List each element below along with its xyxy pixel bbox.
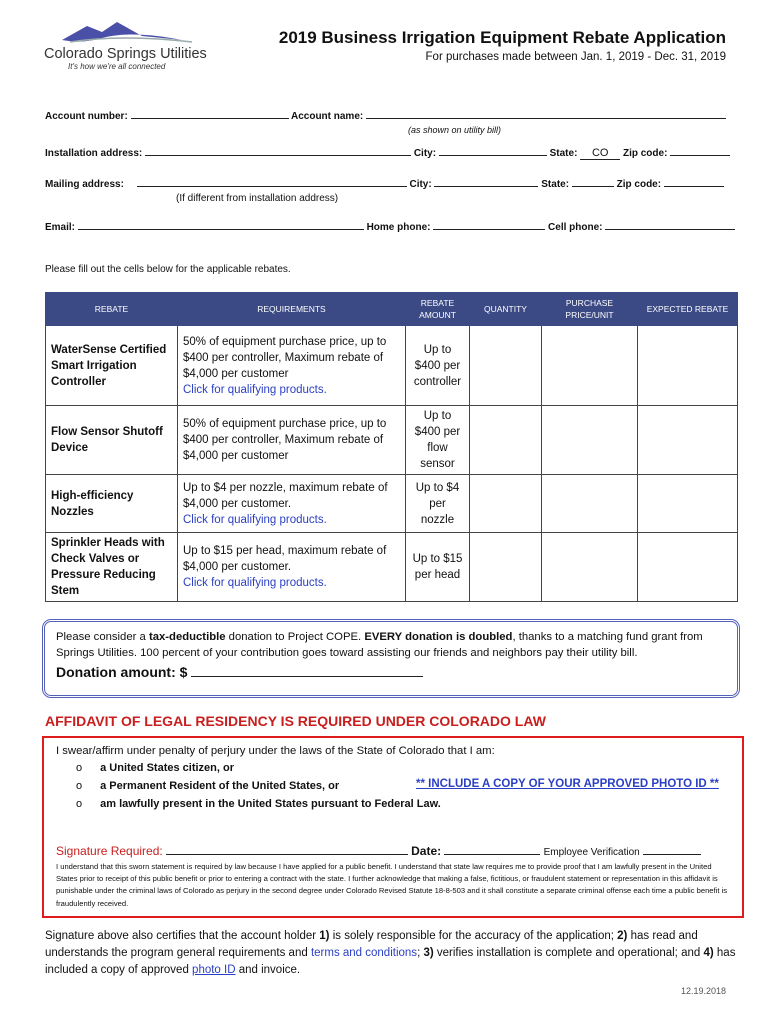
mailing-address-field[interactable] bbox=[137, 186, 407, 187]
rebate-name: Flow Sensor Shutoff Device bbox=[46, 406, 178, 475]
donation-text: donation to Project COPE. bbox=[225, 631, 365, 643]
doubled-text: EVERY donation is doubled bbox=[364, 631, 513, 643]
terms-and-conditions-link[interactable]: terms and conditions bbox=[310, 947, 418, 959]
cert-number: 2) bbox=[617, 930, 628, 942]
installation-address-label: Installation address: bbox=[45, 148, 143, 159]
date-field[interactable] bbox=[444, 854, 540, 855]
logo-tagline: It's how we're all connected bbox=[68, 62, 166, 71]
expected-rebate-cell[interactable] bbox=[638, 533, 738, 602]
email-field[interactable] bbox=[78, 229, 364, 230]
rebate-requirements bbox=[178, 326, 406, 406]
cell-phone-label: Cell phone: bbox=[548, 222, 603, 233]
home-phone-label: Home phone: bbox=[366, 222, 431, 233]
quantity-cell[interactable] bbox=[470, 406, 542, 475]
certification-text bbox=[45, 928, 737, 979]
cert-text: and invoice. bbox=[235, 964, 301, 976]
mailing-city-field[interactable] bbox=[434, 186, 538, 187]
contact-row bbox=[45, 222, 735, 233]
page-title: 2019 Business Irrigation Equipment Rebate Application bbox=[278, 28, 726, 47]
quantity-cell[interactable] bbox=[470, 533, 542, 602]
mailing-state-label: State: bbox=[541, 179, 570, 190]
option-label: a Permanent Resident of the United States, or bbox=[100, 780, 340, 792]
header-expected-rebate: EXPECTED REBATE bbox=[638, 293, 738, 326]
purchase-price-cell[interactable] bbox=[542, 533, 638, 602]
installation-zip-field[interactable] bbox=[670, 155, 730, 156]
signature-row: Signature Required: Date: Employee Verification bbox=[56, 844, 701, 858]
account-number-field[interactable] bbox=[131, 118, 289, 119]
donation-amount-label: Donation amount: $ bbox=[56, 664, 188, 680]
purchase-price-cell[interactable] bbox=[542, 406, 638, 475]
donation-text-line1 bbox=[56, 631, 703, 643]
cert-text: Signature above also certifies that the account holder bbox=[45, 930, 320, 942]
requirements-text: Up to $15 per head, maximum rebate of $4,000 per customer. bbox=[183, 545, 387, 573]
rebate-name: Sprinkler Heads with Check Valves or Pressure Reducing Stem bbox=[46, 533, 178, 602]
affidavit-intro: I swear/affirm under penalty of perjury under the laws of the State of Colorado that I am: bbox=[56, 745, 495, 757]
mailing-address-label: Mailing address: bbox=[45, 179, 124, 190]
bullet-icon: o bbox=[76, 762, 83, 774]
expected-rebate-cell[interactable] bbox=[638, 326, 738, 406]
donation-text: , thanks to a matching fund grant from bbox=[512, 631, 703, 643]
rebate-amount: Up to $400 per controller bbox=[406, 326, 470, 406]
header-rebate: REBATE bbox=[46, 293, 178, 326]
instructions: Please fill out the cells below for the applicable rebates. bbox=[45, 264, 291, 275]
header-rebate-amount: REBATE AMOUNT bbox=[406, 293, 470, 326]
mailing-state-field[interactable] bbox=[572, 186, 614, 187]
donation-text: Please consider a bbox=[56, 631, 149, 643]
installation-zip-label: Zip code: bbox=[622, 148, 668, 159]
cert-text: is solely responsible for the accuracy of the application; bbox=[329, 930, 618, 942]
purchase-price-cell[interactable] bbox=[542, 326, 638, 406]
page-subtitle: For purchases made between Jan. 1, 2019 - Dec. 31, 2019 bbox=[425, 51, 726, 63]
header-purchase-price: PURCHASE PRICE/UNIT bbox=[542, 293, 638, 326]
qualifying-products-link[interactable]: Click for qualifying products. bbox=[183, 513, 327, 526]
expected-rebate-cell[interactable] bbox=[638, 475, 738, 533]
installation-state-label: State: bbox=[549, 148, 578, 159]
affidavit-fine-print: I understand that this sworn statement is required by law because I have applied for a public benefit. I understand that state law requires me to provide proof that I am lawfully present in the United States prior to receipt of this public benefit or prior to entering a contract with the state. I further acknowledge that making a false, fictitious, or fraudulent statement or representation in this affidavit is punishable under the criminal laws of Colorado as perjury in the second degree under Colorado Revised Statute 18-8-503 and it shall constitute a separate criminal offense each time a public benefit is fraudulently received. bbox=[56, 862, 728, 908]
qualifying-products-link[interactable]: Click for qualifying products. bbox=[183, 383, 327, 396]
cert-text: has read and understands the program general requirements and bbox=[45, 930, 698, 959]
date-label: Date bbox=[411, 844, 438, 858]
mailing-row bbox=[45, 179, 724, 190]
donation-amount-field[interactable] bbox=[191, 676, 423, 677]
table-row bbox=[46, 533, 738, 602]
account-row bbox=[45, 111, 726, 122]
employee-verification-field[interactable] bbox=[643, 854, 701, 855]
affidavit-option-lawful[interactable] bbox=[76, 798, 441, 810]
tax-deductible-text: tax-deductible bbox=[148, 631, 226, 643]
employee-verification-label: Employee Verification bbox=[543, 847, 640, 858]
table-row bbox=[46, 326, 738, 406]
revision-date: 12.19.2018 bbox=[680, 986, 726, 996]
qualifying-products-link[interactable]: Click for qualifying products. bbox=[183, 577, 327, 589]
signature-label: Signature Required: bbox=[56, 844, 163, 858]
donation-amount-row bbox=[56, 664, 423, 680]
cert-text: verifies installation is complete and operational; and bbox=[433, 947, 704, 959]
installation-address-field[interactable] bbox=[145, 155, 411, 156]
photo-id-link[interactable]: photo ID bbox=[192, 964, 236, 976]
table-header-row bbox=[46, 293, 738, 326]
table-row bbox=[46, 475, 738, 533]
mailing-city-label: City: bbox=[409, 179, 432, 190]
affidavit-option-resident[interactable] bbox=[76, 780, 339, 792]
cert-text: ; bbox=[417, 947, 424, 959]
option-label: am lawfully present in the United States pursuant to Federal Law. bbox=[100, 798, 441, 810]
header-requirements: REQUIREMENTS bbox=[178, 293, 406, 326]
purchase-price-cell[interactable] bbox=[542, 475, 638, 533]
mailing-zip-label: Zip code: bbox=[616, 179, 662, 190]
installation-row bbox=[45, 147, 730, 160]
installation-state-field[interactable]: CO bbox=[580, 147, 620, 160]
account-name-label: Account name: bbox=[290, 111, 364, 122]
installation-city-label: City: bbox=[413, 148, 437, 159]
requirements-text: Up to $4 per nozzle, maximum rebate of $4,000 per customer. bbox=[183, 481, 388, 510]
account-name-hint: (as shown on utility bill) bbox=[408, 125, 502, 135]
donation-text-line2: Springs Utilities. 100 percent of your contribution goes toward assisting our friends and neighbors pay their utility bill. bbox=[56, 647, 638, 659]
affidavit-title: AFFIDAVIT OF LEGAL RESIDENCY IS REQUIRED UNDER COLORADO LAW bbox=[45, 713, 546, 729]
option-label: a United States citizen, or bbox=[100, 762, 234, 774]
signature-field[interactable] bbox=[166, 854, 408, 855]
cell-phone-field[interactable] bbox=[605, 229, 735, 230]
table-row bbox=[46, 406, 738, 475]
rebate-amount: Up to $400 per flow sensor bbox=[406, 406, 470, 475]
rebate-requirements: 50% of equipment purchase price, up to $400 per controller, Maximum rebate of $4,000 per customer bbox=[178, 406, 406, 475]
quantity-cell[interactable] bbox=[470, 475, 542, 533]
expected-rebate-cell[interactable] bbox=[638, 406, 738, 475]
affidavit-option-citizen[interactable] bbox=[76, 762, 234, 774]
logo-name: Colorado Springs Utilities bbox=[44, 46, 207, 62]
account-name-field[interactable] bbox=[366, 118, 726, 119]
cert-number: 1) bbox=[319, 930, 330, 942]
rebate-requirements bbox=[178, 533, 406, 602]
rebate-name: WaterSense Certified Smart Irrigation Controller bbox=[46, 326, 178, 406]
home-phone-field[interactable] bbox=[433, 229, 545, 230]
header-quantity: QUANTITY bbox=[470, 293, 542, 326]
cert-number: 4) bbox=[703, 947, 714, 959]
account-number-label: Account number: bbox=[45, 111, 128, 122]
mailing-zip-field[interactable] bbox=[664, 186, 724, 187]
email-label: Email: bbox=[45, 222, 76, 233]
rebate-amount: Up to $4 per nozzle bbox=[406, 475, 470, 533]
cert-text: has included a copy of approved bbox=[45, 947, 736, 976]
rebate-amount: Up to $15 per head bbox=[406, 533, 470, 602]
requirements-text: 50% of equipment purchase price, up to $400 per controller, Maximum rebate of $4,000 per customer bbox=[183, 335, 387, 380]
cert-number: 3) bbox=[423, 947, 434, 959]
bullet-icon: o bbox=[76, 780, 83, 792]
mailing-hint: (If different from installation address) bbox=[176, 193, 339, 204]
quantity-cell[interactable] bbox=[470, 326, 542, 406]
installation-city-field[interactable] bbox=[439, 155, 547, 156]
rebate-requirements bbox=[178, 475, 406, 533]
bullet-icon: o bbox=[76, 798, 83, 810]
photo-id-note: ** INCLUDE A COPY OF YOUR APPROVED PHOTO ID ** bbox=[416, 778, 719, 790]
rebate-name: High-efficiency Nozzles bbox=[46, 475, 178, 533]
rebate-table bbox=[45, 292, 738, 602]
